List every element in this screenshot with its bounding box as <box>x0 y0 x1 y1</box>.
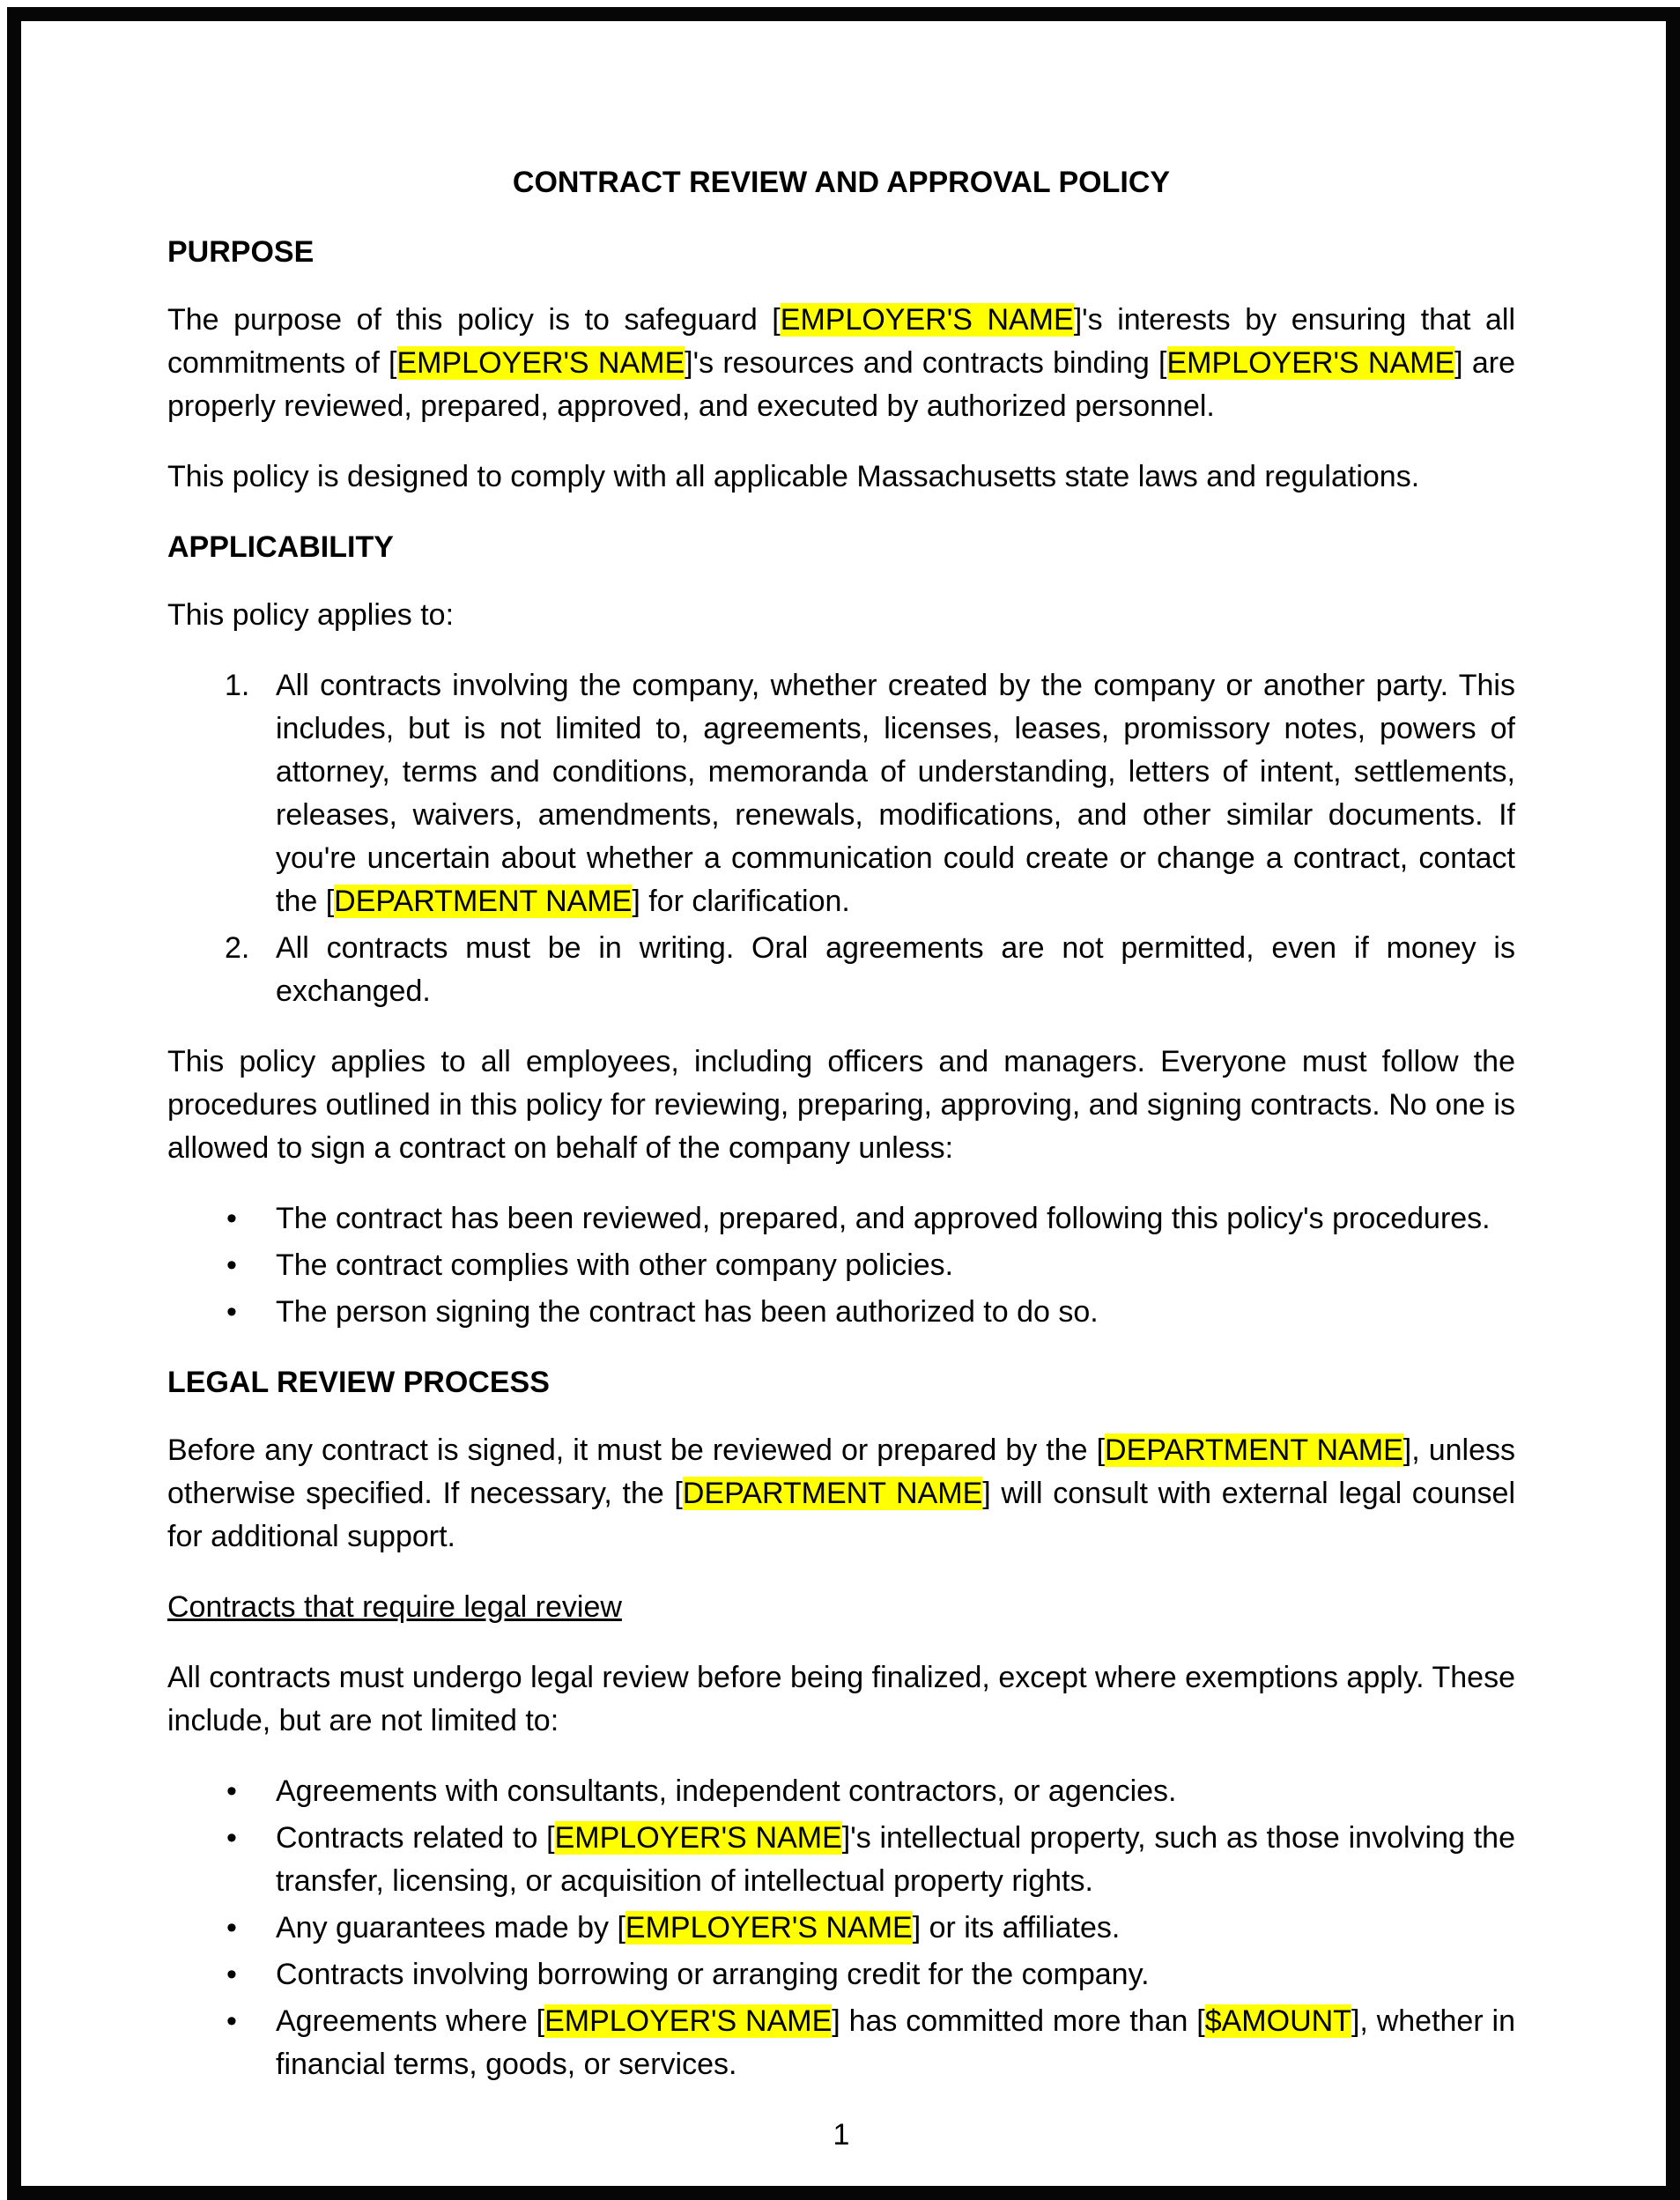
document-content <box>167 161 1515 2187</box>
legal-review-contracts-list <box>167 1770 1515 2086</box>
placeholder-highlight-employer-name: EMPLOYER'S NAME <box>544 2004 833 2038</box>
legal-review-heading: LEGAL REVIEW PROCESS <box>167 1366 550 1399</box>
text-run: Before any contract is signed, it must be reviewed or prepared by the [ <box>167 1433 1106 1467</box>
contracts-require-review-subheading: Contracts that require legal review <box>167 1590 622 1624</box>
placeholder-highlight-employer-name: EMPLOYER'S NAME <box>396 346 685 380</box>
text-run: ] will consult with external legal counsel for additional support. <box>167 1477 1515 1553</box>
text-run: Agreements where [ <box>276 2004 545 2038</box>
placeholder-highlight-employer-name: EMPLOYER'S NAME <box>780 303 1074 337</box>
placeholder-highlight-employer-name: EMPLOYER'S NAME <box>1166 346 1455 380</box>
document-title: CONTRACT REVIEW AND APPROVAL POLICY <box>512 166 1171 199</box>
text-run: ]'s interests by ensuring that all commitments of [ <box>167 303 1516 380</box>
placeholder-highlight-department-name: DEPARTMENT NAME <box>334 885 633 918</box>
page-number: 1 <box>833 2118 850 2152</box>
purpose-paragraph <box>167 299 1515 428</box>
bullet-item: • The contract has been reviewed, prepared, and approved following this policy's procedures. <box>167 1197 1515 1241</box>
list-number: 2. <box>225 931 250 965</box>
legal-review-exemptions-paragraph: All contracts must undergo legal review before being finalized, except where exemptions apply. These include, but are not limited to: <box>167 1661 1515 1737</box>
signing-conditions-list <box>167 1197 1515 1334</box>
text-run: ] are properly reviewed, prepared, approved, and executed by authorized personnel. <box>167 346 1515 423</box>
bullet-item <box>167 1907 1515 1950</box>
text-run: All contracts involving the company, whether created by the company or another party. This includes, but is not limited to, agreements, licenses, leases, promissory notes, powers of attorney, terms and conditions, memoranda of understanding, letters of intent, settlements, releases, waivers, amendments, renewals, modifications, and other similar documents. If you're uncertain about whether a communication could create or change a contract, contact the [ <box>276 669 1515 918</box>
numbered-item <box>167 664 1515 923</box>
text-run: Any guarantees made by [ <box>276 1911 625 1944</box>
text-run: ], whether in financial terms, goods, or services. <box>276 2004 1515 2081</box>
placeholder-highlight-department-name: DEPARTMENT NAME <box>1105 1433 1403 1467</box>
text-run: Contracts related to [ <box>276 1821 555 1855</box>
legal-review-paragraph <box>167 1429 1515 1559</box>
bullet-item: • The person signing the contract has been authorized to do so. <box>167 1291 1515 1334</box>
numbered-item <box>167 927 1515 1013</box>
text-run: Contracts involving borrowing or arranging credit for the company. <box>276 1958 1150 1991</box>
text-run: ]'s intellectual property, such as those involving the transfer, licensing, or acquisition of intellectual property rights. <box>276 1821 1515 1898</box>
applicability-numbered-list <box>167 664 1515 1013</box>
purpose-heading: PURPOSE <box>167 235 315 269</box>
placeholder-highlight-department-name: DEPARTMENT NAME <box>682 1477 983 1510</box>
compliance-paragraph: This policy is designed to comply with all applicable Massachusetts state laws and regulations. <box>167 460 1420 493</box>
bullet-item <box>167 1953 1515 1996</box>
bullet-item: • The contract complies with other company policies. <box>167 1244 1515 1287</box>
employees-paragraph: This policy applies to all employees, including officers and managers. Everyone must follow the procedures outlined in this policy for reviewing, preparing, approving, and signing contracts. No one is allowed to sign a contract on behalf of the company unless: <box>167 1045 1515 1165</box>
applicability-heading: APPLICABILITY <box>167 530 394 564</box>
bullet-item <box>167 1770 1515 1813</box>
applicability-intro: This policy applies to: <box>167 598 455 632</box>
placeholder-highlight-amount: $AMOUNT <box>1204 2004 1351 2038</box>
text-run: ], unless otherwise specified. If necessary, the [ <box>167 1433 1515 1510</box>
list-number: 1. <box>225 669 250 702</box>
placeholder-highlight-employer-name: EMPLOYER'S NAME <box>625 1911 913 1944</box>
text-run: Agreements with consultants, independent contractors, or agencies. <box>276 1774 1177 1808</box>
bullet-item <box>167 1817 1515 1903</box>
text-run: ] has committed more than [ <box>832 2004 1205 2038</box>
text-run: ] for clarification. <box>632 885 850 918</box>
placeholder-highlight-employer-name: EMPLOYER'S NAME <box>554 1821 842 1855</box>
text-run: ]'s resources and contracts binding [ <box>685 346 1167 380</box>
text-run: The purpose of this policy is to safeguard [ <box>167 303 781 337</box>
text-run: All contracts must be in writing. Oral agreements are not permitted, even if money is exchanged. <box>276 931 1515 1008</box>
bullet-item <box>167 2000 1515 2086</box>
text-run: ] or its affiliates. <box>912 1911 1121 1944</box>
